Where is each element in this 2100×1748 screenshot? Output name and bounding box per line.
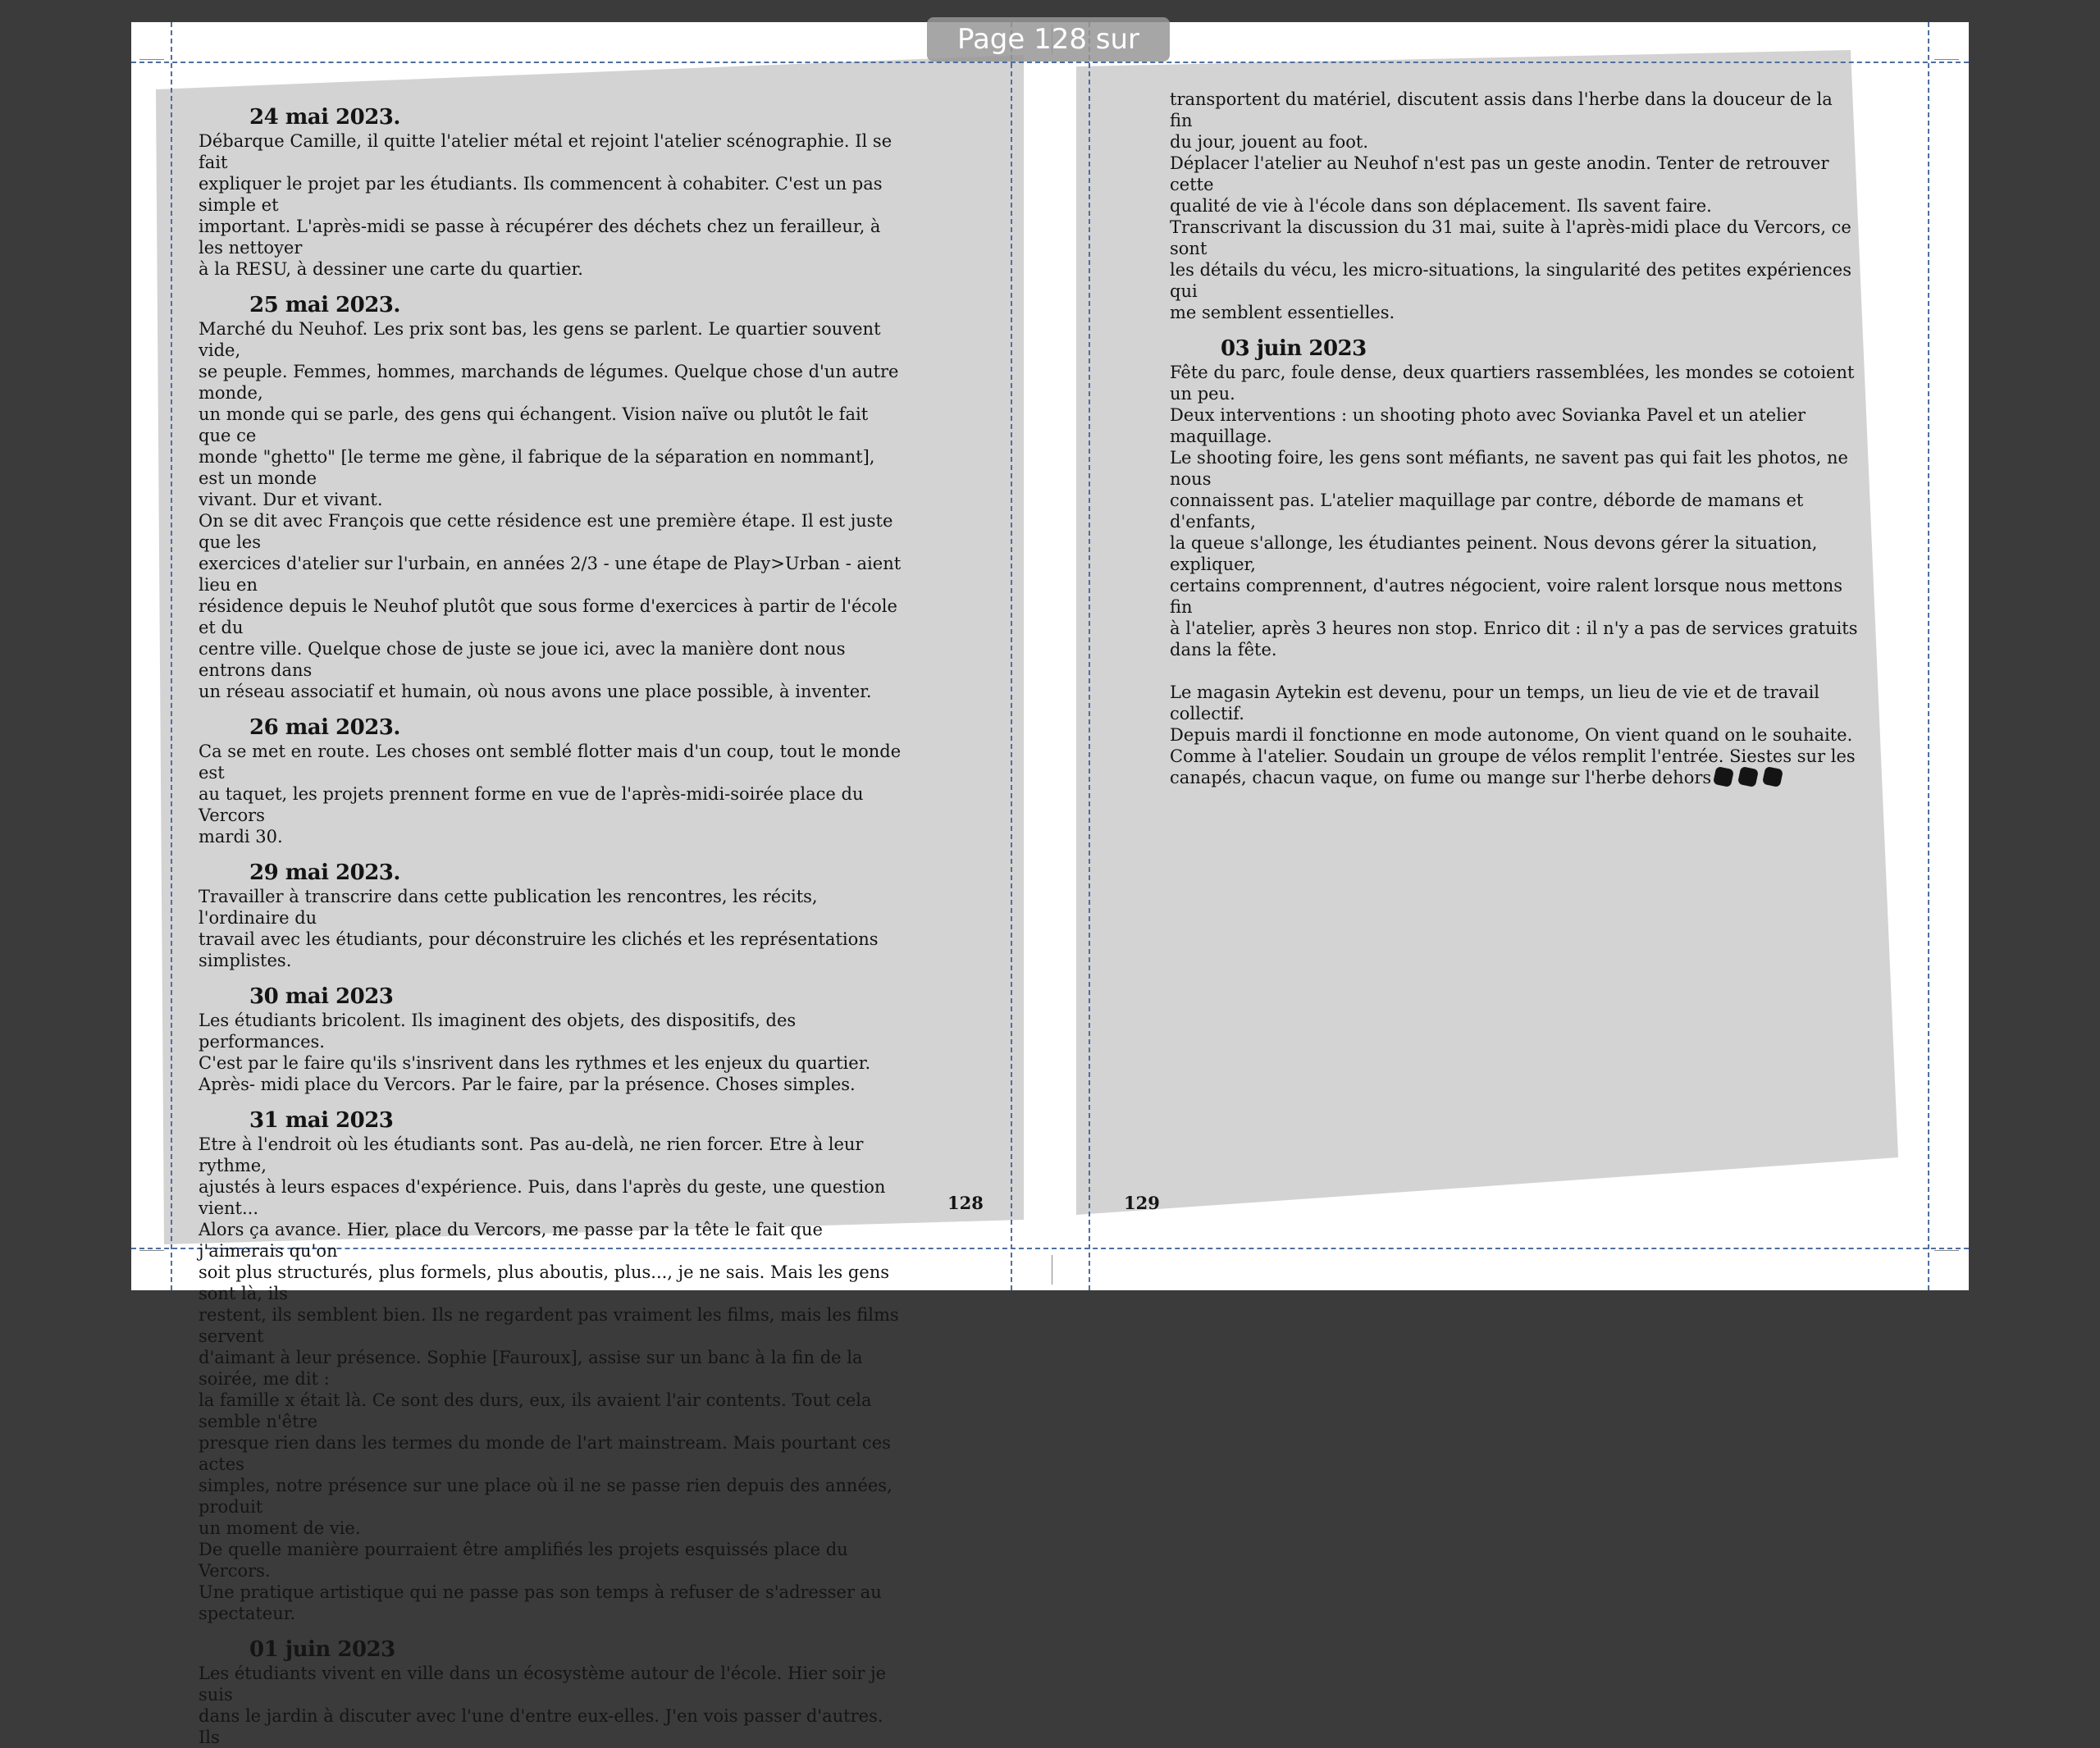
entry-date: 30 mai 2023 <box>249 984 394 1009</box>
left-inner-guide <box>1011 22 1012 1290</box>
lead-paragraph: Transcrivant la discussion du 31 mai, suite à l'après-midi place du Vercors, ce sont les détails du vécu, les micro-situations, la singularité des petites expériences qui me semblent essentielles. <box>1170 217 1851 322</box>
entry-date: 01 juin 2023 <box>249 1637 395 1662</box>
crop-mark <box>139 1250 164 1251</box>
entry-paragraph: Ca se met en route. Les choses ont semblé flotter mais d'un coup, tout le monde est au taquet, les projets prennent forme en vue de l'après-midi-soirée place du Vercors mardi 30. <box>199 742 902 847</box>
right-page-text <box>1170 89 1859 791</box>
lead-paragraph: Déplacer l'atelier au Neuhof n'est pas un geste anodin. Tenter de retrouver cette qualité de vie à l'école dans son déplacement. Ils savent faire. <box>1170 153 1829 216</box>
entry-date: 31 mai 2023 <box>249 1108 394 1133</box>
entry-date: 24 mai 2023. <box>249 105 400 130</box>
entry-paragraph: Les étudiants bricolent. Ils imaginent des objets, des dispositifs, des performances. C'est par le faire qu'ils s'insrivent dans les rythmes et les enjeux du quartier. Après- midi place du Vercors. Par le faire, par la présence. Choses simples. <box>199 1011 871 1094</box>
three-dots-end-mark-icon <box>1714 768 1788 791</box>
lead-paragraph: transportent du matériel, discutent assis dans l'herbe dans la douceur de la fin du jour, jouent au foot. <box>1170 89 1833 152</box>
entry-paragraph: Fête du parc, foule dense, deux quartiers rassemblées, les mondes se cotoient un peu. Deux interventions : un shooting photo avec Sovianka Pavel et un atelier maquillage. Le shooting foire, les gens sont méfiants, ne savent pas qui fait les photos, ne nous connaissent pas. L'atelier maquillage par contre, déborde de mamans et d'enfants, la queue s'allonge, les étudiantes peinent. Nous devons gérer la situation, expliquer, certains comprennent, d'autres négocient, voire ralent lorsque nous mettons fin à l'atelier, après 3 heures non stop. Enrico dit : il n'y a pas de services gratuits dans la fête. <box>1170 363 1858 659</box>
folio-right: 129 <box>1124 1193 1160 1213</box>
gutter <box>1024 22 1076 1290</box>
left-outer-guide <box>171 22 172 1290</box>
closing-paragraph <box>1170 682 1859 791</box>
entry-paragraph: Les étudiants vivent en ville dans un écosystème autour de l'école. Hier soir je suis dans le jardin à discuter avec l'une d'entre eux-elles. J'en vois passer d'autres. Ils <box>199 1664 887 1747</box>
journal-entry <box>1170 336 1859 660</box>
journal-entry <box>199 984 904 1095</box>
entry-paragraph: De quelle manière pourraient être amplifiés les projets esquissés place du Vercors. Une pratique artistique qui ne passe pas son temps à refuser de s'adresser au spectateur. <box>199 1540 882 1623</box>
right-inner-guide <box>1089 22 1090 1290</box>
left-page-text <box>199 105 904 1748</box>
crop-mark <box>1934 59 1959 60</box>
entry-date: 03 juin 2023 <box>1221 336 1367 361</box>
entry-paragraph: On se dit avec François que cette résidence est une première étape. Il est juste que les exercices d'atelier sur l'urbain, en années 2/3 - une étape de Play>Urban - aient lieu en résidence depuis le Neuhof plutôt que sous forme d'exercices à partir de l'école et du centre ville. Quelque chose de juste se joue ici, avec la manière dont nous entrons dans un réseau associatif et humain, où nous avons une place possible, à inventer. <box>199 511 902 701</box>
journal-entry <box>199 860 904 971</box>
entry-paragraph: Travailler à transcrire dans cette publication les rencontres, les récits, l'ordinaire du travail avec les étudiants, pour déconstruire les clichés et les représentations simplistes. <box>199 887 879 970</box>
right-outer-guide <box>1928 22 1929 1290</box>
entry-paragraph: Marché du Neuhof. Les prix sont bas, les gens se parlent. Le quartier souvent vide, se peuple. Femmes, hommes, marchands de légumes. Quelque chose d'un autre monde, un monde qui se parle, des gens qui échangent. Vision naïve ou plutôt le fait que ce monde "ghetto" [le terme me gène, il fabrique de la séparation en nommant], est un monde vivant. Dur et vivant. <box>199 319 899 509</box>
closing-text: Le magasin Aytekin est devenu, pour un temps, un lieu de vie et de travail collectif. Depuis mardi il fonctionne en mode autonome, On vient quand on le souhaite. Comme à l'atelier. Soudain un groupe de vélos remplit l'entrée. Siestes sur les canapés, chacun vaque, on fume ou mange sur l'herbe dehors <box>1170 682 1856 787</box>
entry-date: 25 mai 2023. <box>249 293 400 317</box>
journal-entry <box>199 1637 904 1748</box>
crop-mark <box>1934 1250 1959 1251</box>
journal-entry <box>199 105 904 280</box>
page-indicator: Page 128 sur 180 <box>927 17 1170 62</box>
entry-date: 26 mai 2023. <box>249 715 400 740</box>
journal-entry <box>199 715 904 847</box>
crop-mark <box>139 59 164 60</box>
journal-entry <box>199 1108 904 1624</box>
entry-paragraph: Débarque Camille, il quitte l'atelier métal et rejoint l'atelier scénographie. Il se fait expliquer le projet par les étudiants. Ils commencent à cohabiter. C'est un pas simple et important. L'après-midi se passe à récupérer des déchets chez un ferailleur, à les nettoyer à la RESU, à dessiner une carte du quartier. <box>199 131 892 279</box>
entry-date: 29 mai 2023. <box>249 860 400 885</box>
entry-paragraph: Etre à l'endroit où les étudiants sont. Pas au-delà, ne rien forcer. Etre à leur rythme, ajustés à leurs espaces d'expérience. Puis, dans l'après du geste, une question vient... Alors ça avance. Hier, place du Vercors, me passe par la tête le fait que j'aimerais qu'on soit plus structurés, plus formels, plus aboutis, plus..., je ne sais. Mais les gens sont là, ils restent, ils semblent bien. Ils ne regardent pas vraiment les films, mais les films servent d'aimant à leur présence. Sophie [Fauroux], assise sur un banc à la fin de la soirée, me dit : la famille x était là. Ce sont des durs, eux, ils avaient l'air contents. Tout cela semble n'être presque rien dans les termes du monde de l'art mainstream. Mais pourtant ces actes simples, notre présence sur une place où il ne se passe rien depuis des années, produit un moment de vie. <box>199 1134 899 1538</box>
folio-left: 128 <box>947 1193 984 1213</box>
journal-entry <box>199 293 904 702</box>
